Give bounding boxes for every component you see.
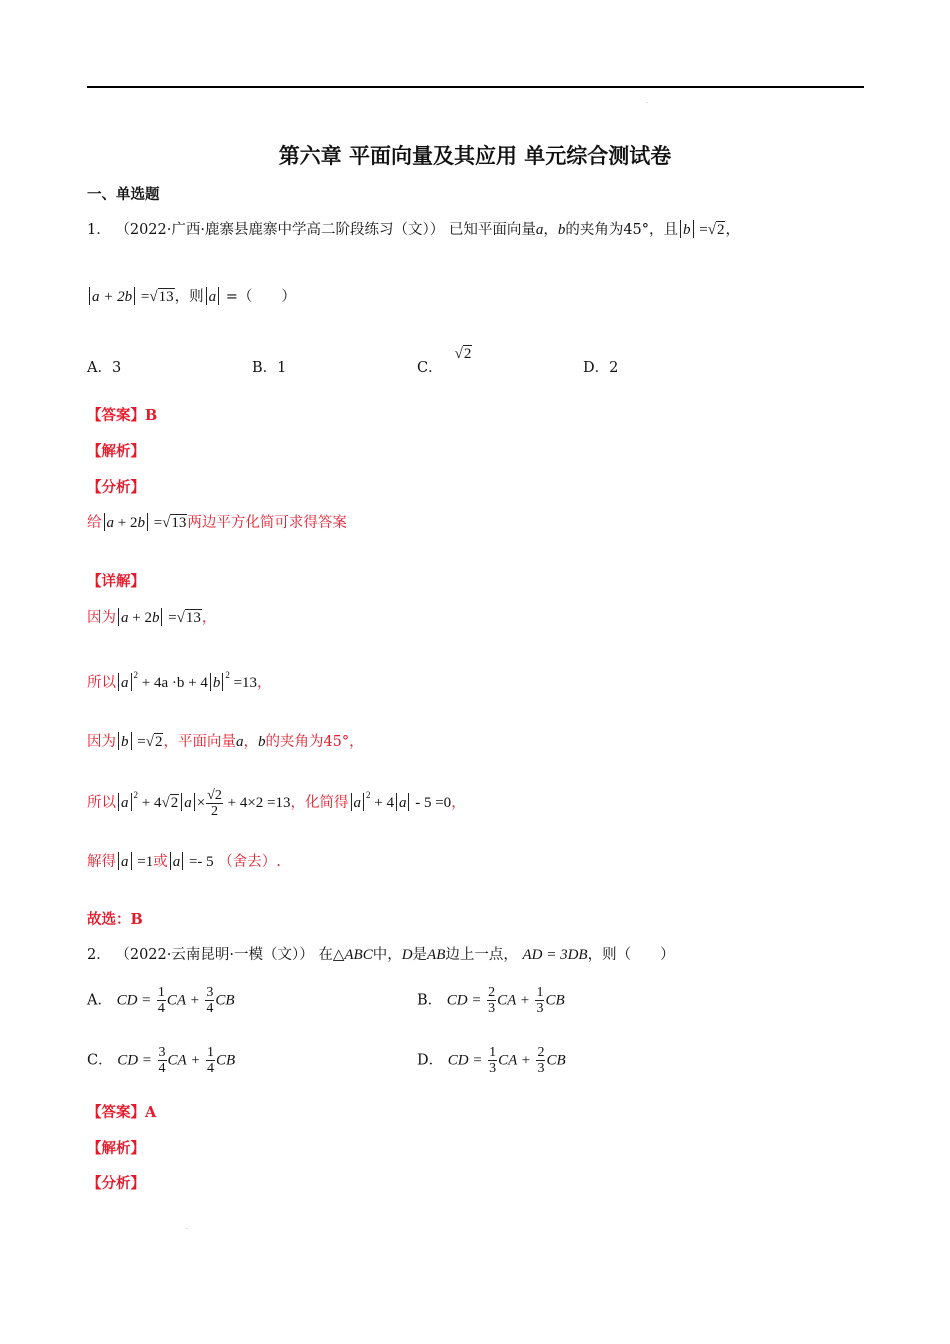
q1-number: 1． (87, 222, 111, 238)
q1-cond-b: b =√2 (678, 222, 725, 238)
q1-sep: ， (543, 222, 558, 238)
q2-option-b[interactable]: B． CD = $\frac{2}{3}$ CA + $\frac{1}{3}$ CB (417, 985, 565, 1016)
q1-detail-tag: 【详解】 (87, 573, 145, 590)
q1-step3: 因为 b =√2，平面向量a，b的夹角为45°， (87, 734, 364, 750)
q1-comma: ， (725, 222, 740, 238)
q1-option-a[interactable]: A．3 (87, 360, 122, 376)
q2-stem-line: 2． （2022·云南昆明·一模（文）） 在△ABC中，D是AB边上一点， AD = 3DB，则（ ） (87, 947, 675, 963)
q1-abs-a: a (204, 289, 222, 305)
header-rule (87, 86, 864, 88)
q2-option-c[interactable]: C． CD = $\frac{3}{4}$ CA + $\frac{1}{4}$ CB (87, 1045, 236, 1076)
q1-option-d[interactable]: D．2 (583, 360, 619, 376)
q1-analysis-tag: 【解析】 (87, 443, 145, 460)
q1-choice: 故选：B (87, 911, 143, 928)
q2-option-a[interactable]: A． CD = $\frac{1}{4}$ CA + $\frac{3}{4}$ CB (87, 985, 235, 1016)
q1-step1: 因为 a + 2b =√13， (87, 610, 217, 626)
q1-stem-text: 已知平面向量 (448, 222, 536, 238)
q1-source: （2022·广西·鹿寨县鹿寨中学高二阶段练习（文）） (115, 222, 445, 238)
q1-answer: 【答案】B (87, 407, 158, 424)
q1-stem-line2 (87, 285, 296, 306)
q1-var-a: a (535, 222, 544, 238)
q1-option-c[interactable]: C．√2 (417, 346, 472, 376)
q1-stem-line (87, 218, 740, 239)
q1-step5: 解得 a =1或 a =- 5 （舍去）. (87, 854, 281, 870)
q1-ask: =（ ） (225, 289, 296, 305)
q1-cond-a2b: a + 2b =√13 (87, 289, 175, 305)
q2-answer: 【答案】A (87, 1104, 157, 1121)
page-title: 第六章 平面向量及其应用 单元综合测试卷 (278, 144, 672, 168)
q1-step2: 所以 a $^2$ + 4a ·b + 4 b $^2$ =13， (87, 670, 272, 691)
q1-step4: 所以 a $^2$ + 4√2 a × $\frac{√2}{2}$ + 4×2 =13，化简得 a $^2$ + 4 a - 5 =0， (87, 788, 466, 819)
q2-fenxi-tag: 【分析】 (87, 1175, 145, 1192)
section-heading: 一、单选题 (87, 187, 160, 203)
q1-fenxi-line: 给 a + 2b =√13两边平方化简可求得答案 (87, 515, 347, 531)
dot-mark: . (646, 98, 648, 105)
q1-var-b: b (557, 222, 566, 238)
dot-mark-bottom: . (186, 1224, 188, 1231)
q2-option-d[interactable]: D． CD = $\frac{1}{3}$ CA + $\frac{2}{3}$ CB (417, 1045, 566, 1076)
q1-stem-text2: 的夹角为45°，且 (565, 222, 679, 238)
q2-analysis-tag: 【解析】 (87, 1140, 145, 1157)
q1-option-b[interactable]: B．1 (252, 360, 287, 376)
q1-fenxi-tag: 【分析】 (87, 479, 145, 496)
q1-then: ，则 (174, 289, 204, 305)
